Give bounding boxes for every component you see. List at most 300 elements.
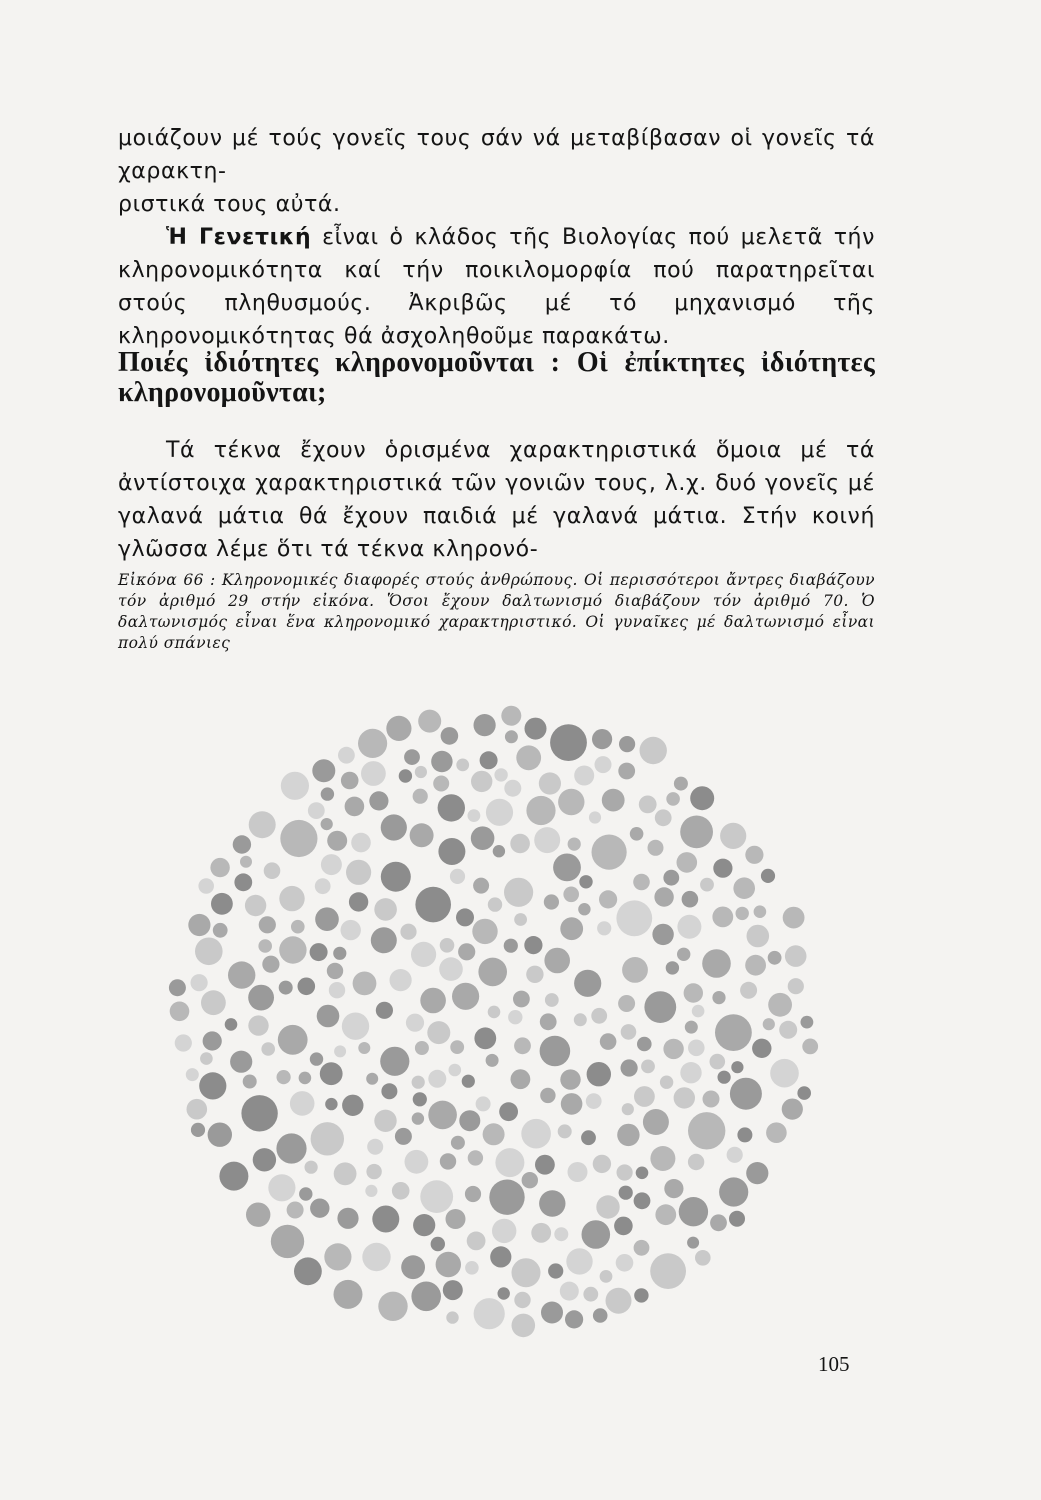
plate-dot bbox=[462, 1075, 475, 1088]
plate-dot bbox=[315, 907, 339, 931]
plate-dot bbox=[591, 1008, 607, 1024]
plate-dot bbox=[471, 771, 492, 792]
plate-dot bbox=[522, 1172, 538, 1188]
plate-dot bbox=[381, 814, 407, 840]
body-paragraph bbox=[118, 434, 875, 566]
plate-dot bbox=[544, 948, 570, 974]
plate-dot bbox=[456, 759, 469, 772]
plate-dot bbox=[754, 905, 767, 918]
plate-dot bbox=[468, 809, 481, 822]
plate-dot bbox=[358, 1042, 370, 1054]
plate-dot bbox=[779, 1021, 797, 1039]
plate-dot bbox=[785, 945, 807, 967]
plate-dot bbox=[310, 1052, 323, 1065]
plate-dot bbox=[380, 1047, 409, 1076]
plate-dot bbox=[641, 1060, 655, 1074]
plate-dot bbox=[499, 1102, 518, 1121]
plate-dot bbox=[418, 710, 441, 733]
plate-dot bbox=[593, 1308, 608, 1323]
plate-dot bbox=[248, 985, 274, 1011]
plate-dot bbox=[745, 955, 766, 976]
plate-dot bbox=[558, 1124, 572, 1138]
plate-dot bbox=[342, 1013, 369, 1040]
plate-dot bbox=[690, 786, 714, 810]
plate-dot bbox=[203, 1031, 222, 1050]
plate-dot bbox=[498, 1287, 510, 1299]
plate-dot bbox=[640, 737, 667, 764]
plate-dot bbox=[581, 1130, 596, 1145]
plate-dot bbox=[310, 943, 328, 961]
plate-dot bbox=[372, 1206, 399, 1233]
plate-dot bbox=[510, 834, 530, 854]
plate-dot bbox=[459, 1110, 480, 1131]
plate-dot bbox=[634, 1086, 655, 1107]
plate-dot bbox=[618, 995, 635, 1012]
section-heading: Ποιές ἰδιότητες κληρονομοῦνται : Οἱ ἐπίκτητες ἰδιότητες κληρονομοῦνται; bbox=[118, 347, 875, 408]
plate-dot bbox=[312, 759, 335, 782]
plate-dot bbox=[369, 791, 388, 810]
plate-dot bbox=[351, 833, 371, 853]
plate-dot bbox=[474, 1027, 496, 1049]
plate-dot bbox=[188, 914, 210, 936]
plate-dot bbox=[361, 761, 386, 786]
plate-dot bbox=[579, 875, 592, 888]
plate-dot bbox=[262, 956, 279, 973]
plate-dot bbox=[763, 1018, 775, 1030]
genetics-term: Ἡ Γενετική bbox=[166, 225, 312, 250]
plate-dot bbox=[550, 724, 587, 761]
plate-dot bbox=[410, 823, 434, 847]
plate-dot bbox=[633, 874, 650, 891]
plate-dot bbox=[539, 772, 561, 794]
plate-dot bbox=[713, 859, 732, 878]
plate-dot bbox=[700, 878, 714, 892]
plate-dot bbox=[465, 1261, 479, 1275]
plate-dot bbox=[727, 1147, 743, 1163]
plate-dot bbox=[320, 1062, 343, 1085]
genetics-definition bbox=[118, 221, 875, 353]
plate-dot bbox=[365, 1185, 377, 1197]
plate-dot bbox=[169, 979, 186, 996]
plate-dot bbox=[540, 1088, 555, 1103]
plate-dot bbox=[213, 923, 228, 938]
plate-dot bbox=[719, 1177, 748, 1206]
plate-dot bbox=[411, 942, 436, 967]
plate-dot bbox=[441, 727, 459, 745]
plate-dot bbox=[554, 1227, 568, 1241]
plate-dot bbox=[366, 1073, 378, 1085]
plate-dot bbox=[486, 1054, 499, 1067]
plate-dot bbox=[617, 1124, 639, 1146]
plate-dot bbox=[234, 873, 252, 891]
plate-dot bbox=[406, 1014, 424, 1032]
plate-dot bbox=[747, 925, 770, 948]
plate-dot bbox=[639, 796, 657, 814]
plate-dot bbox=[634, 1240, 650, 1256]
plate-dot bbox=[553, 854, 581, 882]
plate-dot bbox=[600, 1033, 617, 1050]
plate-dot bbox=[431, 1237, 445, 1251]
plate-dot bbox=[695, 1250, 711, 1266]
plate-dot bbox=[770, 1059, 799, 1088]
plate-dot bbox=[544, 894, 559, 909]
plate-dot bbox=[766, 1122, 787, 1143]
plate-dot bbox=[663, 870, 679, 886]
plate-dot bbox=[427, 1021, 450, 1044]
plate-dot bbox=[745, 846, 763, 864]
plate-dot bbox=[276, 1133, 306, 1163]
plate-dot bbox=[486, 799, 513, 826]
plate-dot bbox=[512, 1314, 536, 1338]
plate-dot bbox=[634, 1288, 648, 1302]
plate-dot bbox=[195, 938, 223, 966]
plate-dot bbox=[390, 969, 412, 991]
plate-dot bbox=[602, 789, 625, 812]
plate-dot bbox=[381, 1083, 397, 1099]
plate-dot bbox=[539, 1190, 565, 1216]
plate-dot bbox=[438, 794, 465, 821]
plate-dot bbox=[560, 1282, 579, 1301]
plate-dot bbox=[362, 1243, 390, 1271]
plate-dot bbox=[493, 845, 505, 857]
plate-dot bbox=[574, 766, 594, 786]
plate-dot bbox=[225, 1018, 238, 1031]
plate-dot bbox=[210, 858, 229, 877]
plate-dot bbox=[505, 730, 518, 743]
plate-dot bbox=[586, 1093, 602, 1109]
plate-dot bbox=[688, 1112, 725, 1149]
plate-dot bbox=[401, 1255, 425, 1279]
plate-dot bbox=[186, 1068, 199, 1081]
plate-dot bbox=[366, 1164, 381, 1179]
plate-dot bbox=[616, 1254, 634, 1272]
plate-dot bbox=[655, 809, 672, 826]
plate-dot bbox=[617, 1164, 633, 1180]
plate-dot bbox=[327, 831, 347, 851]
plate-dot bbox=[438, 838, 465, 865]
plate-dot bbox=[746, 1162, 768, 1184]
plate-dot bbox=[439, 957, 463, 981]
plate-dot bbox=[386, 716, 411, 741]
plate-dot bbox=[508, 1010, 522, 1024]
plate-dot bbox=[268, 1174, 295, 1201]
plate-dot bbox=[199, 1072, 226, 1099]
plate-dot bbox=[531, 1223, 551, 1243]
plate-dot bbox=[488, 1006, 501, 1019]
plate-dot bbox=[622, 957, 648, 983]
plate-dot bbox=[317, 1005, 340, 1028]
plate-dot bbox=[241, 1095, 277, 1131]
page-number: 105 bbox=[818, 1352, 850, 1376]
plate-dot bbox=[737, 1127, 752, 1142]
intro-line-1: μοιάζουν μέ τούς γονεῖς τους σάν νά μεταβίβασαν οἱ γονεῖς τά χαρακτη- bbox=[118, 126, 875, 184]
plate-dot bbox=[219, 1162, 248, 1191]
plate-dot bbox=[476, 1096, 491, 1111]
plate-dot bbox=[504, 780, 521, 797]
body-paragraph-text: Τά τέκνα ἔχουν ὁρισμένα χαρακτηριστικά ὅμοια μέ τά ἀντίστοιχα χαρακτηριστικά τῶν γονιῶν τους, λ.χ. δυό γονεῖς μέ γαλανά μάτια θά ἔχουν παιδιά μέ γαλανά μάτια. Στήν κοινή γλῶσσα λέμε ὅτι τά τέκνα κληρονό- bbox=[118, 438, 875, 562]
plate-dot bbox=[578, 903, 590, 915]
plate-dot bbox=[378, 1292, 407, 1321]
plate-dot bbox=[512, 1258, 541, 1287]
plate-dot bbox=[718, 1071, 731, 1084]
plate-dot bbox=[311, 1122, 344, 1155]
plate-dot bbox=[688, 1040, 705, 1057]
plate-dot bbox=[420, 988, 446, 1014]
plate-dot bbox=[458, 943, 475, 960]
plate-dot bbox=[474, 714, 496, 736]
plate-dot bbox=[191, 1123, 205, 1137]
plate-dot bbox=[534, 827, 560, 853]
plate-dot bbox=[650, 1253, 686, 1289]
plate-dot bbox=[685, 1021, 698, 1034]
plate-dot bbox=[259, 916, 276, 933]
plate-dot bbox=[540, 1013, 557, 1030]
plate-dot bbox=[568, 838, 581, 851]
plate-dot bbox=[411, 1282, 441, 1312]
plate-dot bbox=[253, 1148, 276, 1171]
plate-dot bbox=[648, 840, 664, 856]
plate-dot bbox=[541, 1302, 563, 1324]
plate-dot bbox=[261, 1042, 275, 1056]
plate-dot bbox=[606, 1288, 632, 1314]
plate-dot bbox=[622, 1103, 634, 1115]
plate-dot bbox=[428, 1101, 457, 1130]
plate-dot bbox=[342, 1095, 363, 1116]
plate-dot bbox=[440, 1153, 456, 1169]
plate-dot bbox=[349, 892, 368, 911]
plate-dot bbox=[392, 1182, 410, 1200]
plate-dot bbox=[599, 890, 617, 908]
plate-dot bbox=[415, 1041, 429, 1055]
plate-dot bbox=[619, 736, 635, 752]
plate-dot bbox=[654, 887, 673, 906]
plate-dot bbox=[468, 1150, 483, 1165]
plate-dot bbox=[456, 908, 474, 926]
plate-dot bbox=[712, 991, 725, 1004]
plate-dot bbox=[521, 1119, 551, 1149]
plate-dot bbox=[471, 826, 495, 850]
plate-dot bbox=[399, 769, 412, 782]
plate-dot bbox=[663, 1039, 683, 1059]
plate-dot bbox=[371, 927, 397, 953]
plate-dot bbox=[405, 1150, 429, 1174]
plate-dot bbox=[674, 1087, 695, 1108]
plate-dot bbox=[191, 974, 208, 991]
plate-dot bbox=[353, 972, 377, 996]
plate-dot bbox=[644, 991, 676, 1023]
plate-dot bbox=[473, 878, 489, 894]
plate-dot bbox=[692, 1005, 705, 1018]
plate-dot bbox=[504, 878, 533, 907]
plate-dot bbox=[596, 1195, 619, 1218]
plate-dot bbox=[525, 718, 547, 740]
plate-dot bbox=[526, 966, 543, 983]
plate-dot bbox=[592, 835, 627, 870]
plate-dot bbox=[637, 1037, 652, 1052]
plate-dot bbox=[677, 915, 701, 939]
plate-dot bbox=[740, 982, 757, 999]
plate-dot bbox=[279, 936, 306, 963]
plate-dot bbox=[565, 1310, 583, 1328]
plate-dot bbox=[636, 1167, 649, 1180]
plate-dot bbox=[616, 900, 652, 936]
plate-dot bbox=[334, 1280, 363, 1309]
plate-dot bbox=[511, 1069, 531, 1089]
plate-dot bbox=[731, 1061, 743, 1073]
plate-dot bbox=[346, 860, 371, 885]
plate-dot bbox=[395, 1128, 412, 1145]
plate-dot bbox=[514, 1037, 531, 1054]
plate-dot bbox=[208, 1123, 232, 1147]
plate-dot bbox=[412, 1112, 424, 1124]
plate-dot bbox=[246, 1203, 270, 1227]
plate-dot bbox=[516, 745, 541, 770]
plate-dot bbox=[431, 751, 452, 772]
plate-dot bbox=[702, 949, 731, 978]
plate-dot bbox=[480, 751, 498, 769]
plate-dot bbox=[436, 1252, 461, 1277]
plate-dot bbox=[679, 1197, 708, 1226]
plate-dot bbox=[652, 924, 673, 945]
plate-dot bbox=[277, 1070, 291, 1084]
plate-dot bbox=[677, 852, 698, 873]
plate-dot bbox=[514, 1292, 530, 1308]
plate-dot bbox=[248, 1015, 268, 1035]
plate-dot bbox=[315, 878, 331, 894]
plate-dot bbox=[170, 1002, 190, 1022]
plate-dot bbox=[200, 1052, 213, 1065]
plate-dot bbox=[574, 1013, 587, 1026]
plate-dot bbox=[376, 1002, 393, 1019]
plate-dot bbox=[593, 1155, 611, 1173]
plate-dot bbox=[230, 1051, 252, 1073]
plate-dot bbox=[587, 1062, 611, 1086]
plate-dot bbox=[712, 907, 733, 928]
plate-dot bbox=[249, 811, 276, 838]
plate-dot bbox=[321, 818, 333, 830]
color-blindness-plate bbox=[100, 690, 870, 1340]
plate-dot bbox=[504, 939, 518, 953]
plate-dot bbox=[561, 1093, 583, 1115]
plate-dot bbox=[589, 811, 601, 823]
plate-dot bbox=[619, 1186, 633, 1200]
plate-dot bbox=[514, 913, 527, 926]
plate-dot bbox=[574, 970, 601, 997]
plate-dot bbox=[674, 777, 688, 791]
plate-dot bbox=[563, 887, 579, 903]
plate-dot bbox=[452, 983, 479, 1010]
plate-dot bbox=[338, 747, 355, 764]
plate-dot bbox=[715, 1014, 752, 1051]
plate-dot bbox=[634, 1192, 651, 1209]
plate-dot bbox=[345, 797, 365, 817]
plate-dot bbox=[449, 1064, 462, 1077]
plate-dot bbox=[367, 1139, 383, 1155]
plate-dot bbox=[308, 802, 325, 819]
plate-dot bbox=[680, 816, 713, 849]
plate-dot bbox=[650, 1146, 675, 1171]
plate-dot bbox=[495, 1148, 524, 1177]
plate-dot bbox=[258, 939, 272, 953]
plate-dot bbox=[558, 789, 584, 815]
plate-dot bbox=[687, 1237, 699, 1249]
plate-dot bbox=[420, 1180, 453, 1213]
plate-dot bbox=[211, 893, 233, 915]
plate-dot bbox=[465, 1186, 481, 1202]
plate-dot bbox=[329, 982, 345, 998]
plate-dot bbox=[592, 729, 612, 749]
plate-dot bbox=[526, 796, 555, 825]
plate-dot bbox=[730, 1078, 762, 1110]
plate-dot bbox=[768, 993, 792, 1017]
intro-paragraph bbox=[118, 122, 875, 353]
plate-dot bbox=[621, 1024, 637, 1040]
plate-dot bbox=[294, 1257, 322, 1285]
plate-dot bbox=[291, 920, 305, 934]
plate-dot bbox=[568, 1162, 588, 1182]
plate-dot bbox=[298, 978, 316, 996]
plate-dot bbox=[321, 854, 342, 875]
plate-dot bbox=[621, 1059, 638, 1076]
plate-dot bbox=[325, 1098, 337, 1110]
plate-dot bbox=[381, 862, 411, 892]
plate-dot bbox=[310, 1199, 329, 1218]
plate-dot bbox=[290, 1091, 315, 1116]
plate-dot bbox=[513, 991, 530, 1008]
plate-dot bbox=[684, 983, 703, 1002]
plate-dot bbox=[560, 917, 583, 940]
plate-dot bbox=[782, 1099, 803, 1120]
plate-dot bbox=[341, 772, 359, 790]
plate-dot bbox=[597, 921, 611, 935]
plate-dot bbox=[443, 1280, 463, 1300]
plate-dot bbox=[582, 1220, 611, 1249]
plate-dot bbox=[630, 827, 644, 841]
plate-dot bbox=[337, 1208, 358, 1229]
plate-dot bbox=[374, 1110, 396, 1132]
plate-dot bbox=[305, 1161, 318, 1174]
plate-dot bbox=[801, 1016, 814, 1029]
plate-dot bbox=[175, 1034, 192, 1051]
plate-dot bbox=[490, 1246, 511, 1267]
plate-dot bbox=[299, 1187, 312, 1200]
plate-dot bbox=[415, 766, 427, 778]
plate-dot bbox=[655, 1204, 676, 1225]
plate-dot bbox=[415, 887, 451, 923]
plate-dot bbox=[279, 886, 304, 911]
plate-dot bbox=[280, 820, 317, 857]
plate-dot bbox=[281, 772, 309, 800]
plate-dot bbox=[472, 919, 497, 944]
plate-dot bbox=[334, 1045, 346, 1057]
plate-dot bbox=[233, 835, 251, 853]
plate-dot bbox=[327, 963, 343, 979]
plate-dot bbox=[400, 924, 416, 940]
plate-dot bbox=[660, 1076, 673, 1089]
plate-dot bbox=[446, 1311, 458, 1323]
plate-dot bbox=[413, 1214, 435, 1236]
plate-dot bbox=[245, 895, 266, 916]
plate-dot bbox=[494, 768, 507, 781]
plate-dot bbox=[334, 1162, 357, 1185]
plate-dot bbox=[802, 1039, 818, 1055]
plate-dot bbox=[583, 1287, 598, 1302]
plate-dot bbox=[643, 1109, 669, 1135]
plate-dot bbox=[783, 907, 805, 929]
plate-dot bbox=[688, 1154, 704, 1170]
plate-dot bbox=[666, 792, 680, 806]
plate-dot bbox=[228, 961, 255, 988]
